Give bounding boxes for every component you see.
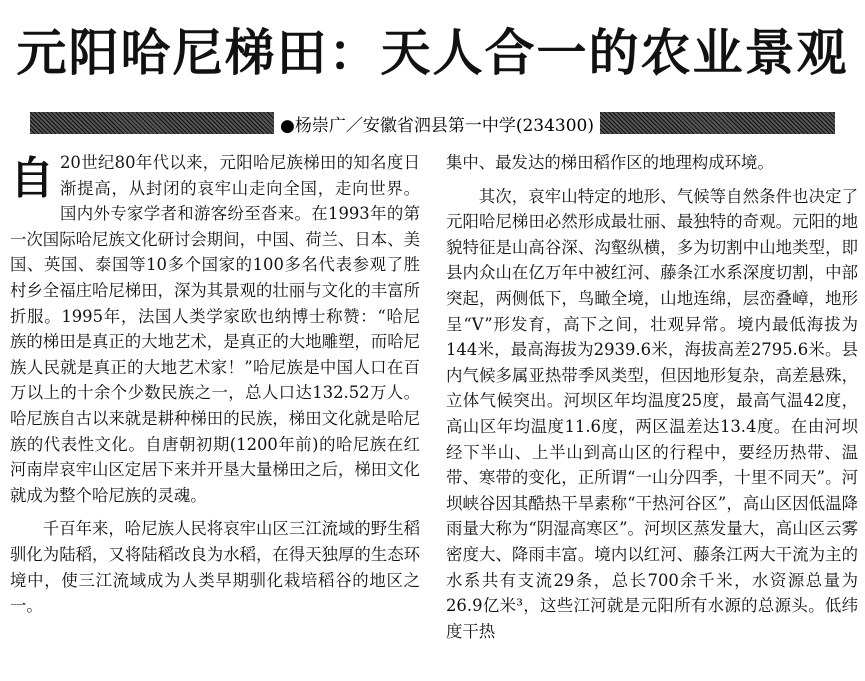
left-column [10,150,420,675]
byline-banner [0,110,865,136]
decorative-bar-left [30,112,274,134]
byline: ●杨崇广／安徽省泗县第一中学(234300) [280,115,594,136]
paragraph: 其次，哀牢山特定的地形、气候等自然条件也决定了元阳哈尼梯田必然形成最壮丽、最独特的奇观。元阳的地貌特征是山高谷深、沟壑纵横，多为切割中山地类型，即县内众山在亿万年中被红河、藤条江水系深度切割，中部突起，两侧低下，鸟瞰全境，山地连绵，层峦叠嶂，地形呈“V”形发育，高下之间，壮观异常。境内最低海拔为144米，最高海拔为2939.6米，海拔高差2795.6米。县内气候多属亚热带季风类型，但因地形复杂，高差悬殊，立体气候突出。河坝区年均温度25度，最高气温42度，高山区年均温度11.6度，两区温差达13.4度。在由河坝经下半山、上半山到高山区的行程中，要经历热带、温带、寒带的变化，正所谓“一山分四季，十里不同天”。河坝峡谷因其酷热干旱素称“干热河谷区”，高山区因低温降雨量大称为“阴湿高寒区”。河坝区蒸发量大，高山区云雾密度大、降雨丰富。境内以红河、藤条江两大干流为主的水系共有支流29条，总长700余千米，水资源总量为26.9亿米³，这些江河就是元阳所有水源的总源头。低纬度干热 [446,186,858,641]
paragraph: 千百年来，哈尼族人民将哀牢山区三江流域的野生稻驯化为陆稻，又将陆稻改良为水稻，在得天独厚的生态环境中，使三江流域成为人类早期驯化栽培稻谷的地区之一。 [10,519,420,616]
paragraph: 集中、最发达的梯田稻作区的地理构成环境。 [446,153,774,172]
paragraph: 20世纪80年代以来，元阳哈尼族梯田的知名度日渐提高，从封闭的哀牢山走向全国，走向世界。国内外专家学者和游客纷至沓来。在1993年的第一次国际哈尼族文化研讨会期间，中国、荷兰、日本、美国、英国、泰国等10多个国家的100多名代表参观了胜村乡全福庄哈尼梯田，深为其景观的壮丽与文化的丰富所折服。1995年，法国人类学家欧也纳博士称赞：“哈尼族的梯田是真正的大地艺术，是真正的大地雕塑，而哈尼族人民就是真正的大地艺术家！”哈尼族是中国人口在百万以上的十余个少数民族之一，总人口达132.52万人。哈尼族自古以来就是耕种梯田的民族，梯田文化就是哈尼族的代表性文化。自唐朝初期(1200年前)的哈尼族在红河南岸哀牢山区定居下来并开垦大量梯田之后，梯田文化就成为整个哈尼族的灵魂。 [10,153,420,505]
drop-cap: 自 [10,153,54,204]
decorative-bar-right [600,112,835,134]
article-title: 元阳哈尼梯田：天人合一的农业景观 [16,23,849,82]
right-column [446,150,858,675]
